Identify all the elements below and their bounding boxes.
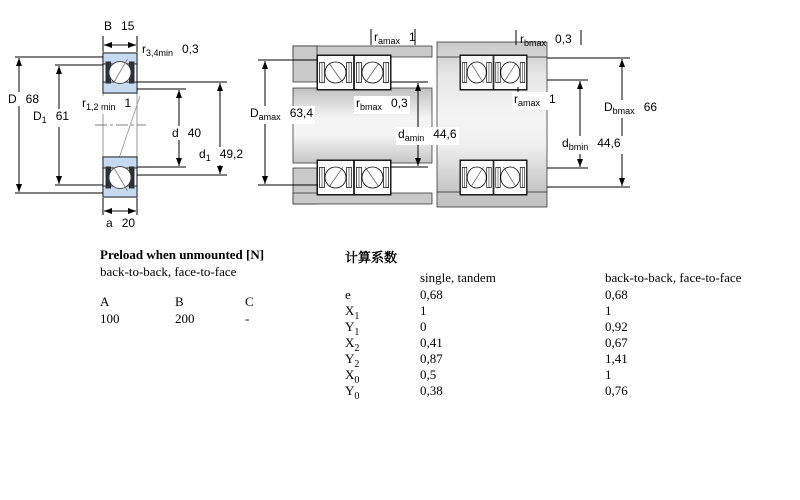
dim-symbol: r xyxy=(520,32,524,46)
dim-symbol: d xyxy=(199,147,206,161)
dim-label-Damax xyxy=(248,106,315,124)
factor-value-paired: 1 xyxy=(605,303,612,318)
dim-label-D1 xyxy=(31,109,71,127)
factor-value-paired: 0,76 xyxy=(605,383,628,398)
dim-subscript: amax xyxy=(258,112,281,122)
dim-symbol: D xyxy=(604,100,613,114)
factors-col2-header: back-to-back, face-to-face xyxy=(605,270,742,285)
dim-value: 20 xyxy=(121,216,136,230)
preload-value-B: 200 xyxy=(175,311,195,326)
dim-symbol: a xyxy=(106,216,113,230)
dim-symbol: D xyxy=(33,109,42,123)
preload-col-C: C xyxy=(245,294,254,309)
dim-subscript: bmin xyxy=(568,142,589,152)
factors-col1-header: single, tandem xyxy=(420,270,496,285)
factor-symbol: $Y_1$ xyxy=(345,319,360,338)
dim-value: 63,4 xyxy=(289,106,314,120)
dim-value: 40 xyxy=(187,126,202,140)
factor-value-paired: 1,41 xyxy=(605,351,628,366)
factor-symbol: $Y_2$ xyxy=(345,351,360,370)
dim-value: 0,3 xyxy=(182,42,199,56)
factor-value-paired: 0,67 xyxy=(605,335,628,350)
dim-symbol: r xyxy=(142,42,146,56)
dim-label-r34 xyxy=(142,42,199,60)
dim-subscript: bmax xyxy=(360,102,383,112)
factor-value-single: 0,41 xyxy=(420,335,443,350)
factor-value-paired: 0,92 xyxy=(605,319,628,334)
factor-value-paired: 0,68 xyxy=(605,287,628,302)
preload-value-A: 100 xyxy=(100,311,120,326)
factor-value-single: 1 xyxy=(420,303,427,318)
dim-subscript: bmax xyxy=(612,106,635,116)
dim-subscript: bmax xyxy=(524,38,547,48)
dim-label-B xyxy=(104,19,134,33)
dim-value: 68 xyxy=(25,92,40,106)
dim-subscript: amax xyxy=(518,98,541,108)
dim-label-damin xyxy=(396,127,459,145)
dim-subscript: 1 xyxy=(205,153,211,163)
factor-value-single: 0 xyxy=(420,319,427,334)
factor-value-single: 0,87 xyxy=(420,351,443,366)
preload-col-B: B xyxy=(175,294,184,309)
dim-value: 1 xyxy=(124,96,132,110)
dim-label-r12 xyxy=(80,96,133,114)
factor-value-single: 0,68 xyxy=(420,287,443,302)
dim-value: 44,6 xyxy=(433,127,457,141)
dim-label-d1 xyxy=(197,147,245,165)
dim-value: 15 xyxy=(121,19,135,33)
dim-value: 61 xyxy=(55,109,70,123)
dim-symbol: r xyxy=(374,30,378,44)
dim-symbol: D xyxy=(8,92,17,106)
preload-value-C: - xyxy=(245,311,250,326)
dim-label-D xyxy=(6,92,41,106)
dim-subscript: 1 xyxy=(41,115,47,125)
factor-symbol: $X_2$ xyxy=(345,335,360,354)
factor-symbol: $X_1$ xyxy=(345,303,360,322)
dim-label-ramax-b xyxy=(512,92,558,110)
dim-symbol: d xyxy=(562,136,569,150)
factor-symbol: $X_0$ xyxy=(345,367,360,386)
preload-col-A: A xyxy=(100,294,110,309)
factor-symbol: $Y_0$ xyxy=(345,383,360,402)
dim-subscript: 3,4min xyxy=(146,48,174,58)
preload-title: Preload when unmounted [N] xyxy=(100,247,265,262)
dim-value: 66 xyxy=(643,100,658,114)
dim-value: 1 xyxy=(409,30,416,44)
dim-symbol: d xyxy=(172,126,179,140)
dim-value: 1 xyxy=(549,92,556,106)
dim-value: 0,3 xyxy=(391,96,408,110)
dim-label-rbmax-a xyxy=(354,96,410,114)
factor-symbol: e xyxy=(345,287,351,302)
mounting-diagram-b xyxy=(437,30,630,207)
dim-subscript: amax xyxy=(378,36,401,46)
dim-value: 49,2 xyxy=(219,147,244,161)
dim-value: 0,3 xyxy=(555,32,572,46)
dim-label-ramax-a xyxy=(374,30,416,48)
dim-subscript: 1,2 min xyxy=(86,102,116,112)
dim-label-Dbmax xyxy=(602,100,659,118)
dim-symbol: D xyxy=(250,106,259,120)
dim-symbol: B xyxy=(104,19,113,33)
factor-value-paired: 1 xyxy=(605,367,612,382)
dim-symbol: r xyxy=(82,96,86,110)
dim-symbol: r xyxy=(514,92,518,106)
dim-symbol: r xyxy=(356,96,360,110)
dim-label-d xyxy=(170,126,203,140)
dim-label-dbmin xyxy=(560,136,623,154)
factor-value-single: 0,5 xyxy=(420,367,437,382)
dim-label-rbmax-b xyxy=(520,32,572,50)
factors-title: 计算系数 xyxy=(345,250,398,265)
dim-label-a xyxy=(106,216,135,230)
dim-symbol: d xyxy=(398,127,405,141)
dim-value: 44,6 xyxy=(597,136,621,150)
factor-value-single: 0,38 xyxy=(420,383,443,398)
preload-subtitle: back-to-back, face-to-face xyxy=(100,264,237,279)
dim-subscript: amin xyxy=(404,133,425,143)
